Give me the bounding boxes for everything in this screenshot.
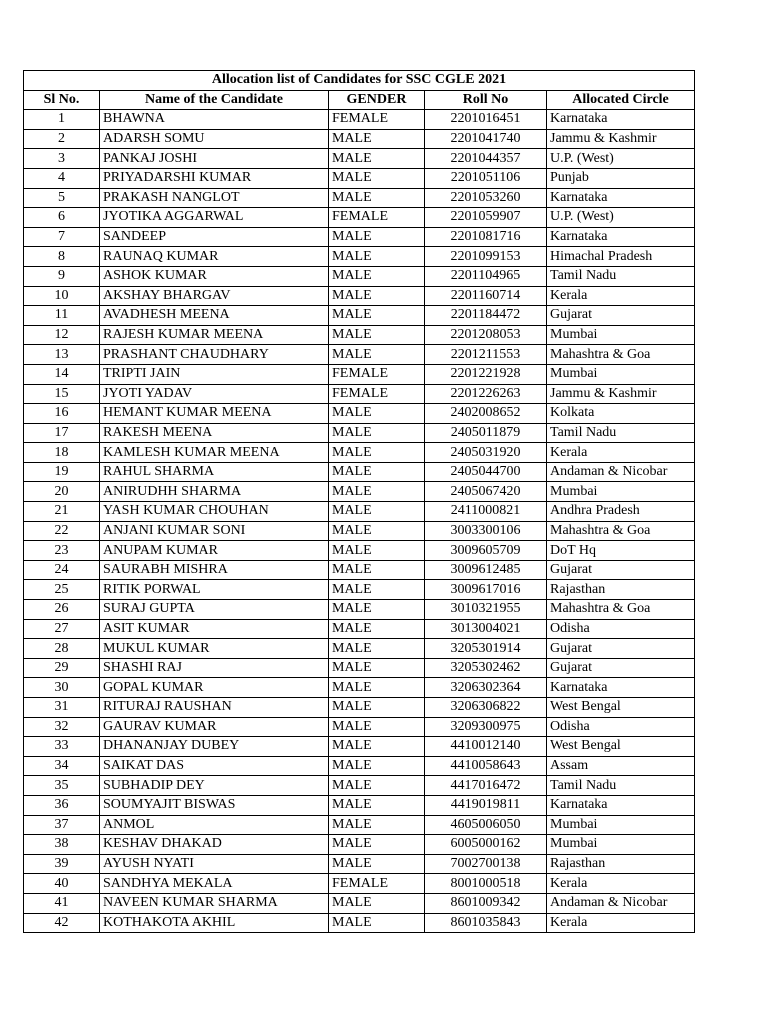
cell-gender: MALE [329, 404, 425, 424]
cell-allocated-circle: Mumbai [547, 325, 695, 345]
cell-name: ANIRUDHH SHARMA [100, 482, 329, 502]
cell-name: AKSHAY BHARGAV [100, 286, 329, 306]
cell-gender: FEMALE [329, 208, 425, 228]
cell-roll-no: 2201104965 [425, 266, 547, 286]
cell-sl-no: 1 [24, 110, 100, 130]
cell-gender: MALE [329, 913, 425, 933]
cell-sl-no: 33 [24, 737, 100, 757]
cell-name: AYUSH NYATI [100, 854, 329, 874]
cell-sl-no: 8 [24, 247, 100, 267]
cell-name: SHASHI RAJ [100, 658, 329, 678]
cell-roll-no: 3013004021 [425, 619, 547, 639]
cell-sl-no: 31 [24, 698, 100, 718]
cell-allocated-circle: Mumbai [547, 364, 695, 384]
cell-sl-no: 27 [24, 619, 100, 639]
cell-sl-no: 4 [24, 168, 100, 188]
table-row [24, 325, 695, 345]
cell-sl-no: 9 [24, 266, 100, 286]
cell-roll-no: 2201044357 [425, 149, 547, 169]
table-row [24, 737, 695, 757]
cell-gender: MALE [329, 168, 425, 188]
cell-sl-no: 18 [24, 443, 100, 463]
cell-roll-no: 3205301914 [425, 639, 547, 659]
cell-sl-no: 37 [24, 815, 100, 835]
cell-sl-no: 3 [24, 149, 100, 169]
cell-sl-no: 40 [24, 874, 100, 894]
cell-roll-no: 2201226263 [425, 384, 547, 404]
cell-gender: FEMALE [329, 364, 425, 384]
cell-gender: MALE [329, 482, 425, 502]
cell-gender: MALE [329, 776, 425, 796]
title-row [24, 71, 695, 91]
table-row [24, 208, 695, 228]
cell-allocated-circle: Mumbai [547, 482, 695, 502]
table-row [24, 698, 695, 718]
cell-gender: MALE [329, 345, 425, 365]
cell-sl-no: 16 [24, 404, 100, 424]
cell-sl-no: 38 [24, 835, 100, 855]
cell-gender: MALE [329, 717, 425, 737]
cell-roll-no: 2405044700 [425, 462, 547, 482]
cell-allocated-circle: Kerala [547, 286, 695, 306]
table-row [24, 580, 695, 600]
cell-gender: MALE [329, 325, 425, 345]
cell-gender: MALE [329, 639, 425, 659]
document-title: Allocation list of Candidates for SSC CGLE 2021 [24, 71, 695, 91]
cell-gender: MALE [329, 541, 425, 561]
cell-gender: MALE [329, 815, 425, 835]
cell-roll-no: 3206302364 [425, 678, 547, 698]
cell-roll-no: 3206306822 [425, 698, 547, 718]
cell-roll-no: 8601009342 [425, 893, 547, 913]
cell-sl-no: 21 [24, 502, 100, 522]
cell-name: RAKESH MEENA [100, 423, 329, 443]
cell-gender: FEMALE [329, 110, 425, 130]
cell-roll-no: 8601035843 [425, 913, 547, 933]
cell-gender: MALE [329, 678, 425, 698]
cell-name: SANDEEP [100, 227, 329, 247]
table-row [24, 149, 695, 169]
cell-allocated-circle: Gujarat [547, 306, 695, 326]
cell-allocated-circle: Mahashtra & Goa [547, 600, 695, 620]
cell-gender: MALE [329, 835, 425, 855]
cell-name: PANKAJ JOSHI [100, 149, 329, 169]
cell-name: JYOTI YADAV [100, 384, 329, 404]
cell-name: RITURAJ RAUSHAN [100, 698, 329, 718]
cell-allocated-circle: U.P. (West) [547, 208, 695, 228]
cell-name: AVADHESH MEENA [100, 306, 329, 326]
cell-gender: MALE [329, 286, 425, 306]
table-row [24, 756, 695, 776]
table-row [24, 717, 695, 737]
cell-roll-no: 4419019811 [425, 795, 547, 815]
cell-allocated-circle: Mumbai [547, 815, 695, 835]
cell-name: PRIYADARSHI KUMAR [100, 168, 329, 188]
header-sl-no: Sl No. [24, 90, 100, 110]
cell-sl-no: 42 [24, 913, 100, 933]
cell-allocated-circle: Kolkata [547, 404, 695, 424]
cell-roll-no: 4410058643 [425, 756, 547, 776]
cell-allocated-circle: Jammu & Kashmir [547, 384, 695, 404]
table-row [24, 560, 695, 580]
cell-roll-no: 4410012140 [425, 737, 547, 757]
cell-allocated-circle: Karnataka [547, 188, 695, 208]
cell-allocated-circle: Odisha [547, 717, 695, 737]
table-row [24, 854, 695, 874]
cell-gender: MALE [329, 658, 425, 678]
cell-allocated-circle: Mumbai [547, 835, 695, 855]
cell-gender: MALE [329, 600, 425, 620]
cell-name: SURAJ GUPTA [100, 600, 329, 620]
cell-roll-no: 3010321955 [425, 600, 547, 620]
cell-roll-no: 8001000518 [425, 874, 547, 894]
table-row [24, 795, 695, 815]
cell-roll-no: 4605006050 [425, 815, 547, 835]
cell-roll-no: 2405067420 [425, 482, 547, 502]
cell-allocated-circle: Andaman & Nicobar [547, 462, 695, 482]
cell-name: YASH KUMAR CHOUHAN [100, 502, 329, 522]
cell-name: SAURABH MISHRA [100, 560, 329, 580]
table-row [24, 913, 695, 933]
cell-sl-no: 32 [24, 717, 100, 737]
cell-roll-no: 2201053260 [425, 188, 547, 208]
cell-roll-no: 2411000821 [425, 502, 547, 522]
table-row [24, 874, 695, 894]
table-row [24, 345, 695, 365]
table-row [24, 776, 695, 796]
cell-sl-no: 35 [24, 776, 100, 796]
cell-sl-no: 5 [24, 188, 100, 208]
cell-gender: MALE [329, 149, 425, 169]
cell-allocated-circle: Tamil Nadu [547, 266, 695, 286]
cell-roll-no: 3209300975 [425, 717, 547, 737]
cell-roll-no: 2201041740 [425, 129, 547, 149]
table-row [24, 188, 695, 208]
header-row [24, 90, 695, 110]
table-row [24, 482, 695, 502]
cell-sl-no: 24 [24, 560, 100, 580]
cell-name: DHANANJAY DUBEY [100, 737, 329, 757]
table-row [24, 541, 695, 561]
cell-name: SOUMYAJIT BISWAS [100, 795, 329, 815]
table-row [24, 168, 695, 188]
cell-gender: MALE [329, 698, 425, 718]
table-row [24, 266, 695, 286]
cell-name: KESHAV DHAKAD [100, 835, 329, 855]
cell-allocated-circle: Gujarat [547, 639, 695, 659]
cell-allocated-circle: Kerala [547, 913, 695, 933]
cell-roll-no: 3205302462 [425, 658, 547, 678]
cell-gender: MALE [329, 854, 425, 874]
table-body [24, 110, 695, 933]
cell-sl-no: 41 [24, 893, 100, 913]
cell-allocated-circle: Odisha [547, 619, 695, 639]
cell-gender: MALE [329, 619, 425, 639]
cell-name: TRIPTI JAIN [100, 364, 329, 384]
table-row [24, 384, 695, 404]
table-row [24, 227, 695, 247]
cell-gender: FEMALE [329, 384, 425, 404]
cell-name: ADARSH SOMU [100, 129, 329, 149]
cell-sl-no: 22 [24, 521, 100, 541]
cell-roll-no: 2201081716 [425, 227, 547, 247]
cell-sl-no: 26 [24, 600, 100, 620]
cell-gender: MALE [329, 423, 425, 443]
table-row [24, 286, 695, 306]
cell-gender: MALE [329, 737, 425, 757]
cell-name: RAHUL SHARMA [100, 462, 329, 482]
cell-allocated-circle: U.P. (West) [547, 149, 695, 169]
cell-roll-no: 7002700138 [425, 854, 547, 874]
cell-name: BHAWNA [100, 110, 329, 130]
header-gender: GENDER [329, 90, 425, 110]
cell-allocated-circle: Andaman & Nicobar [547, 893, 695, 913]
cell-allocated-circle: Andhra Pradesh [547, 502, 695, 522]
cell-allocated-circle: DoT Hq [547, 541, 695, 561]
cell-gender: MALE [329, 227, 425, 247]
cell-sl-no: 17 [24, 423, 100, 443]
table-row [24, 502, 695, 522]
cell-roll-no: 2201051106 [425, 168, 547, 188]
cell-sl-no: 12 [24, 325, 100, 345]
cell-sl-no: 34 [24, 756, 100, 776]
cell-roll-no: 6005000162 [425, 835, 547, 855]
cell-sl-no: 14 [24, 364, 100, 384]
cell-allocated-circle: Assam [547, 756, 695, 776]
cell-allocated-circle: West Bengal [547, 737, 695, 757]
cell-sl-no: 30 [24, 678, 100, 698]
cell-roll-no: 2201211553 [425, 345, 547, 365]
cell-allocated-circle: Mahashtra & Goa [547, 345, 695, 365]
table-row [24, 110, 695, 130]
table-row [24, 521, 695, 541]
cell-sl-no: 28 [24, 639, 100, 659]
cell-sl-no: 11 [24, 306, 100, 326]
cell-allocated-circle: West Bengal [547, 698, 695, 718]
cell-name: KOTHAKOTA AKHIL [100, 913, 329, 933]
cell-allocated-circle: Himachal Pradesh [547, 247, 695, 267]
cell-name: GOPAL KUMAR [100, 678, 329, 698]
cell-gender: MALE [329, 756, 425, 776]
cell-gender: MALE [329, 266, 425, 286]
allocation-table [23, 70, 695, 933]
cell-allocated-circle: Karnataka [547, 110, 695, 130]
cell-allocated-circle: Kerala [547, 443, 695, 463]
table-row [24, 619, 695, 639]
cell-allocated-circle: Tamil Nadu [547, 423, 695, 443]
cell-gender: MALE [329, 188, 425, 208]
cell-roll-no: 3009612485 [425, 560, 547, 580]
cell-allocated-circle: Karnataka [547, 227, 695, 247]
cell-name: SANDHYA MEKALA [100, 874, 329, 894]
cell-sl-no: 36 [24, 795, 100, 815]
cell-allocated-circle: Rajasthan [547, 580, 695, 600]
cell-roll-no: 4417016472 [425, 776, 547, 796]
cell-roll-no: 2201221928 [425, 364, 547, 384]
cell-sl-no: 20 [24, 482, 100, 502]
cell-allocated-circle: Jammu & Kashmir [547, 129, 695, 149]
cell-name: GAURAV KUMAR [100, 717, 329, 737]
cell-roll-no: 2201099153 [425, 247, 547, 267]
cell-sl-no: 10 [24, 286, 100, 306]
cell-roll-no: 2402008652 [425, 404, 547, 424]
cell-sl-no: 13 [24, 345, 100, 365]
cell-sl-no: 15 [24, 384, 100, 404]
cell-sl-no: 6 [24, 208, 100, 228]
table-row [24, 462, 695, 482]
cell-allocated-circle: Mahashtra & Goa [547, 521, 695, 541]
table-row [24, 306, 695, 326]
cell-roll-no: 2201160714 [425, 286, 547, 306]
cell-name: JYOTIKA AGGARWAL [100, 208, 329, 228]
cell-allocated-circle: Rajasthan [547, 854, 695, 874]
cell-gender: MALE [329, 560, 425, 580]
cell-gender: MALE [329, 893, 425, 913]
cell-gender: MALE [329, 306, 425, 326]
cell-name: KAMLESH KUMAR MEENA [100, 443, 329, 463]
cell-allocated-circle: Punjab [547, 168, 695, 188]
cell-sl-no: 2 [24, 129, 100, 149]
cell-name: ASIT KUMAR [100, 619, 329, 639]
cell-gender: MALE [329, 247, 425, 267]
cell-gender: MALE [329, 129, 425, 149]
cell-gender: MALE [329, 521, 425, 541]
cell-sl-no: 39 [24, 854, 100, 874]
cell-gender: MALE [329, 795, 425, 815]
cell-name: HEMANT KUMAR MEENA [100, 404, 329, 424]
header-name: Name of the Candidate [100, 90, 329, 110]
cell-name: ANMOL [100, 815, 329, 835]
table-row [24, 678, 695, 698]
cell-allocated-circle: Tamil Nadu [547, 776, 695, 796]
cell-roll-no: 2201059907 [425, 208, 547, 228]
cell-roll-no: 3009617016 [425, 580, 547, 600]
table-row [24, 443, 695, 463]
table-row [24, 835, 695, 855]
cell-allocated-circle: Gujarat [547, 658, 695, 678]
cell-gender: MALE [329, 502, 425, 522]
cell-name: RAUNAQ KUMAR [100, 247, 329, 267]
cell-roll-no: 2405031920 [425, 443, 547, 463]
cell-name: ANJANI KUMAR SONI [100, 521, 329, 541]
cell-gender: MALE [329, 580, 425, 600]
cell-roll-no: 3003300106 [425, 521, 547, 541]
table-row [24, 893, 695, 913]
cell-name: NAVEEN KUMAR SHARMA [100, 893, 329, 913]
cell-roll-no: 3009605709 [425, 541, 547, 561]
cell-sl-no: 7 [24, 227, 100, 247]
cell-name: MUKUL KUMAR [100, 639, 329, 659]
table-row [24, 639, 695, 659]
cell-roll-no: 2405011879 [425, 423, 547, 443]
cell-gender: FEMALE [329, 874, 425, 894]
table-row [24, 423, 695, 443]
header-allocated-circle: Allocated Circle [547, 90, 695, 110]
table-row [24, 129, 695, 149]
header-roll-no: Roll No [425, 90, 547, 110]
cell-roll-no: 2201016451 [425, 110, 547, 130]
table-row [24, 364, 695, 384]
table-row [24, 658, 695, 678]
cell-gender: MALE [329, 443, 425, 463]
cell-name: PRASHANT CHAUDHARY [100, 345, 329, 365]
cell-name: PRAKASH NANGLOT [100, 188, 329, 208]
cell-name: RAJESH KUMAR MEENA [100, 325, 329, 345]
table-row [24, 600, 695, 620]
cell-roll-no: 2201184472 [425, 306, 547, 326]
cell-roll-no: 2201208053 [425, 325, 547, 345]
cell-allocated-circle: Karnataka [547, 678, 695, 698]
table-row [24, 247, 695, 267]
table-row [24, 815, 695, 835]
cell-sl-no: 23 [24, 541, 100, 561]
cell-sl-no: 25 [24, 580, 100, 600]
cell-sl-no: 29 [24, 658, 100, 678]
cell-allocated-circle: Gujarat [547, 560, 695, 580]
cell-allocated-circle: Kerala [547, 874, 695, 894]
cell-sl-no: 19 [24, 462, 100, 482]
cell-allocated-circle: Karnataka [547, 795, 695, 815]
cell-name: SUBHADIP DEY [100, 776, 329, 796]
cell-name: RITIK PORWAL [100, 580, 329, 600]
cell-name: ANUPAM KUMAR [100, 541, 329, 561]
cell-gender: MALE [329, 462, 425, 482]
cell-name: ASHOK KUMAR [100, 266, 329, 286]
table-row [24, 404, 695, 424]
cell-name: SAIKAT DAS [100, 756, 329, 776]
